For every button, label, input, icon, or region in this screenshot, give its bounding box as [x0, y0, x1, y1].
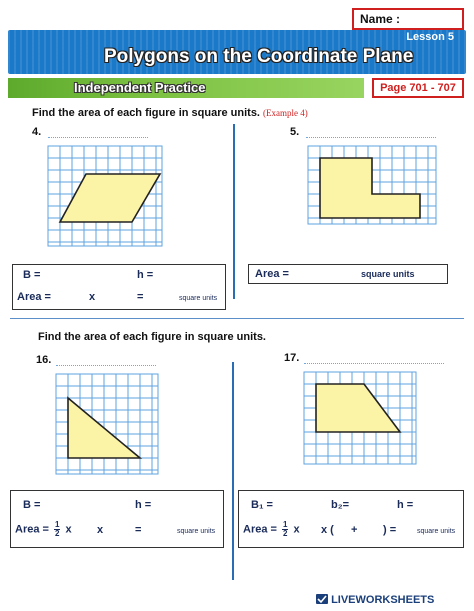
units-label: square units — [361, 269, 415, 279]
fraction-denominator: 2 — [55, 529, 60, 538]
close-paren-equals: ) = — [383, 524, 397, 536]
units-label: square units — [417, 528, 456, 535]
times-sign-1: x — [65, 523, 72, 536]
problem-5-answer-line[interactable] — [306, 137, 436, 138]
times-sign: x — [89, 291, 96, 303]
example-reference: (Example 4) — [263, 108, 308, 118]
area-formula — [15, 521, 72, 538]
problem-5-grid — [306, 144, 440, 226]
liveworksheets-icon — [316, 594, 328, 604]
times-open-paren: x ( — [321, 524, 334, 536]
column-divider-bottom — [232, 362, 234, 580]
times-sign-1: x — [293, 523, 300, 536]
problem-17-number: 17. — [284, 352, 300, 364]
area-label: Area = — [255, 268, 289, 280]
height-label: h = — [397, 499, 414, 511]
page-title: Polygons on the Coordinate Plane — [104, 46, 414, 67]
one-half-fraction — [282, 521, 288, 538]
units-label: square units — [179, 295, 218, 302]
units-label: square units — [177, 528, 216, 535]
name-box[interactable] — [352, 8, 464, 30]
base-label: B = — [23, 269, 41, 281]
practice-label: Independent Practice — [74, 80, 206, 95]
column-divider-top — [233, 124, 235, 299]
base-2-label: b₂= — [331, 499, 350, 511]
times-sign-2: x — [97, 524, 104, 536]
problem-16-number: 16. — [36, 354, 52, 366]
area-label: Area = — [15, 523, 49, 536]
lesson-label: Lesson 5 — [406, 31, 454, 43]
fraction-denominator: 2 — [283, 529, 288, 538]
instruction-2: Find the area of each figure in square units. — [38, 331, 266, 343]
problem-5-answer-box[interactable] — [248, 264, 448, 284]
footer-logo-text: LIVEWORKSHEETS — [331, 594, 435, 606]
base-1-label: B₁ = — [251, 499, 273, 511]
fraction-numerator: 1 — [283, 520, 288, 529]
problem-5-number: 5. — [290, 126, 300, 138]
title-banner — [8, 30, 466, 74]
problem-4-number: 4. — [32, 126, 42, 138]
problem-4-grid — [46, 144, 166, 248]
practice-bar — [8, 78, 364, 98]
problem-4-answer-line[interactable] — [48, 137, 148, 138]
problem-17-answer-box[interactable] — [238, 490, 464, 548]
area-label: Area = — [17, 291, 51, 303]
height-label: h = — [137, 269, 154, 281]
problem-17-answer-line[interactable] — [304, 363, 444, 364]
area-formula — [243, 521, 300, 538]
one-half-fraction — [54, 521, 60, 538]
problem-17-grid — [302, 370, 420, 468]
footer-logo — [316, 594, 434, 606]
area-label: Area = — [243, 523, 277, 536]
problem-16-answer-line[interactable] — [56, 365, 156, 366]
equals-sign: = — [137, 291, 144, 303]
problem-16-answer-box[interactable] — [10, 490, 224, 548]
problem-4-answer-box[interactable] — [12, 264, 226, 310]
section-divider — [10, 318, 464, 319]
page-range-box — [372, 78, 464, 98]
problem-16-grid — [54, 372, 162, 476]
instruction-1-text: Find the area of each figure in square units. — [32, 107, 260, 119]
name-label: Name : — [360, 12, 401, 26]
instruction-1 — [32, 107, 308, 119]
plus-sign: + — [351, 524, 358, 536]
height-label: h = — [135, 499, 152, 511]
base-label: B = — [23, 499, 41, 511]
page-range-label: Page 701 - 707 — [380, 82, 456, 94]
equals-sign: = — [135, 524, 142, 536]
fraction-numerator: 1 — [55, 520, 60, 529]
